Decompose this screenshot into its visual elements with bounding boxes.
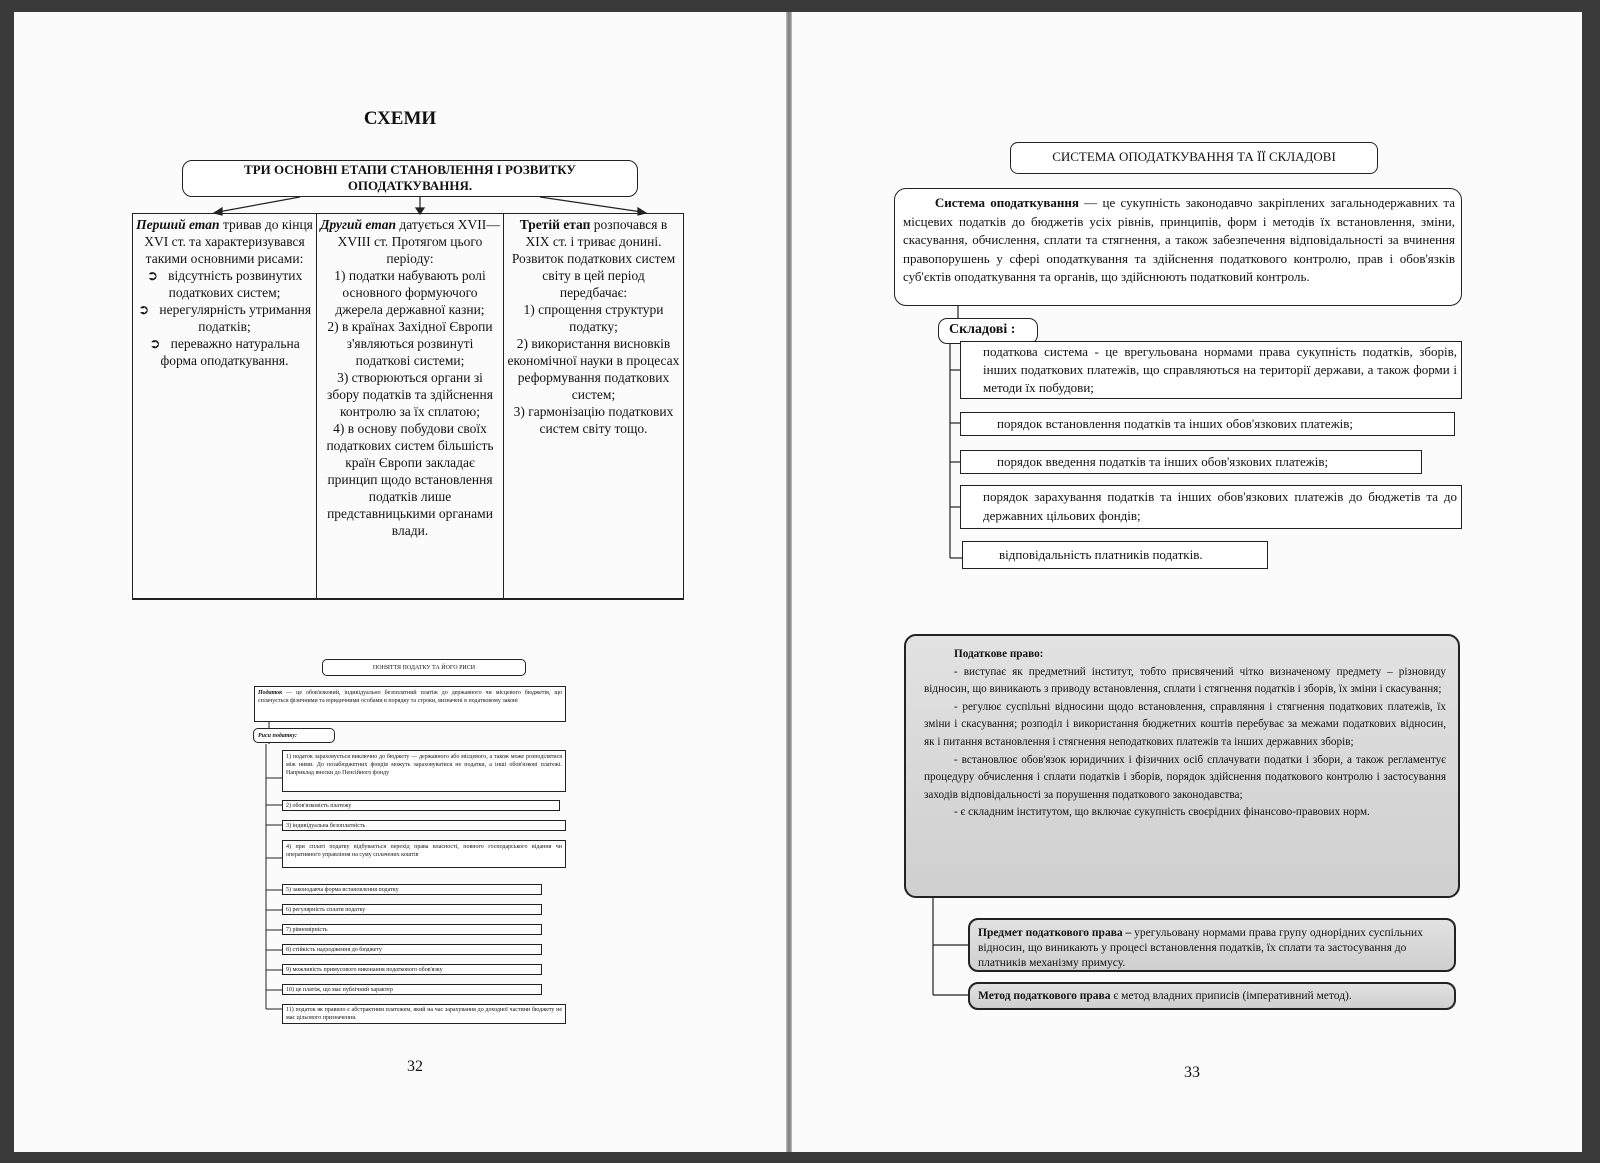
component-2: порядок встановлення податків та інших обов'язкових платежів; (960, 412, 1455, 436)
tax-feature-11: 11) податок як правило є абстрактним платежем, який на час зарахування до доходної частини бюджету не має цільового призначення. (282, 1004, 566, 1024)
bullet-icon: ➲ (149, 336, 161, 351)
component-3: порядок введення податків та інших обов'язкових платежів; (960, 450, 1422, 474)
component-1: податкова система - це врегульована нормами права сукупність податків, зборів, інших податкових платежів, що справляються на території держави, а також форми і методи їх побудови; (960, 341, 1462, 399)
system-title-box (1010, 142, 1378, 174)
tax-feature-5: 5) законодавча форма встановлення податку (282, 884, 542, 895)
bullet-icon: ➲ (137, 302, 150, 317)
component-4: порядок зарахування податків та інших обов'язкових платежів до бюджетів та до державних цільових фондів; (960, 485, 1462, 529)
system-title: СИСТЕМА ОПОДАТКУВАННЯ ТА ЇЇ СКЛАДОВІ (1052, 149, 1336, 164)
components-label: Складові : (949, 322, 1016, 337)
tax-feature-6: 6) регулярність сплати податку (282, 904, 542, 915)
stages-table (132, 213, 684, 600)
stage-first: Перший етап тривав до кінця XVI ст. та характеризувався такими основними рисами: ➲ відсутність розвинутих податкових систем; ➲ нерегулярність утримання податків; ➲ переважно натуральна форма оподаткування. (132, 214, 317, 598)
page-number-left: 32 (407, 1058, 423, 1075)
tax-feature-10: 10) це платіж, що має публічний характер (282, 984, 542, 995)
bullet-icon: ➲ (146, 268, 159, 283)
tax-feature-3: 3) індивідуальна безоплатність (282, 820, 566, 831)
tax-features-label: Риси податку: (258, 733, 298, 739)
tax-feature-9: 9) можливість примусового виконання податкового обов'язку (282, 964, 542, 975)
tax-feature-7: 7) рівномірність (282, 924, 542, 935)
tax-law-box: Податкове право: - виступає як предметний інститут, тобто присвячений чітко визначеному предмету – різновиду відносин, що виникають з приводу встановлення, сплати і стягнення податків і зборів, їх зміни і скасування; - регулює суспільні відносини щодо встановлення, справляння і стягнення податкових платежів, їх зміни і скасування; розподіл і використання бюджетних коштів перебуває за межами податкових відносин, як і питання встановлення і стягнення неподаткових платежів та інших державних зборів; - встановлює обов'язок юридичних і фізичних осіб сплачувати податки і збори, а також регламентує процедуру обчислення і сплати податків і зборів, порядок здійснення податкового контролю і застосування заходів відповідальності за порушення податкового законодавства; - є складним інститутом, що включає сукупність своєрідних фінансово-правових норм. (904, 634, 1460, 898)
tax-law-title: Податкове право: (954, 648, 1044, 660)
system-definition-box: Система оподаткування — це сукупність законодавчо закріплених загальнодержавних та місцевих податків до бюджетів усіх рівнів, принципів, форм і методів їх встановлення, зміни, скасування, обчислення, сплати та стягнення, а також забезпечення відповідальності за вчинення правопорушень у сфері оподаткування та здійснення податкового контролю, прав і обов'язків суб'єктів оподаткування та органів, що здійснюють податковий контроль. (894, 188, 1462, 306)
tax-feature-1: 1) податок зараховується виключно до бюджету — державного або місцевого, а також може розподілятися між ними. До позабюджетних фондів можуть зараховуватися не податки, а інші обов'язкові платежі. Наприклад внески до Пенсійного фонду (282, 750, 566, 792)
tax-concept-title: ПОНЯТТЯ ПОДАТКУ ТА ЙОГО РИСИ (372, 665, 476, 671)
tax-features-label-box (253, 728, 335, 743)
tax-feature-8: 8) стійкість надходження до бюджету (282, 944, 542, 955)
page-heading: СХЕМИ (363, 108, 437, 129)
component-5: відповідальність платників податків. (962, 541, 1268, 569)
stage-third: Третій етап розпочався в XIX ст. і триває донині. Розвиток податкових систем світу в цей період передбачає: 1) спрощення структури податку; 2) використання висновків економічної науки в процесах реформування податкових систем; 3) гармонізацію податкових систем світу тощо. (504, 214, 684, 598)
stage-second: Другий етап датується XVII—XVIII ст. Протягом цього періоду: 1) податки набувають ролі основного формуючого джерела державної казни; 2) в країнах Західної Європи з'являються розвинуті податкові системи; 3) створюються органи зі збору податків та здійснення контролю за їх сплатою; 4) в основу побудови своїх податкових систем більшість країн Європи закладає принцип щодо встановлення податків лише представницькими органами влади. (317, 214, 504, 598)
tax-law-method-box: Метод податкового права є метод владних приписів (імперативний метод). (968, 982, 1456, 1010)
stages-title: ТРИ ОСНОВНІ ЕТАПИ СТАНОВЛЕННЯ І РОЗВИТКУ ОПОДАТКУВАННЯ. (244, 162, 576, 193)
tax-feature-2: 2) обов'язковість платежу (282, 800, 560, 811)
tax-law-subject-box: Предмет податкового права – урегульовану нормами права групу однорідних суспільних відносин, що виникають у процесі встановлення податків, їх сплати та застосування до платників механізму примусу. (968, 918, 1456, 972)
tax-definition-box: Податок — це обов'язковий, індивідуально безоплатний платіж до державного чи місцевого бюджетів, що сплачується фізичними та юридичними особами в порядку та строки, визначені в податковому законі (254, 686, 566, 722)
tax-concept-title-box (322, 659, 526, 676)
page-number-right: 33 (1184, 1064, 1200, 1081)
tax-feature-4: 4) при сплаті податку відбувається перехід права власності, повного господарського відання чи оперативного управління на суму сплачених коштів (282, 840, 566, 868)
